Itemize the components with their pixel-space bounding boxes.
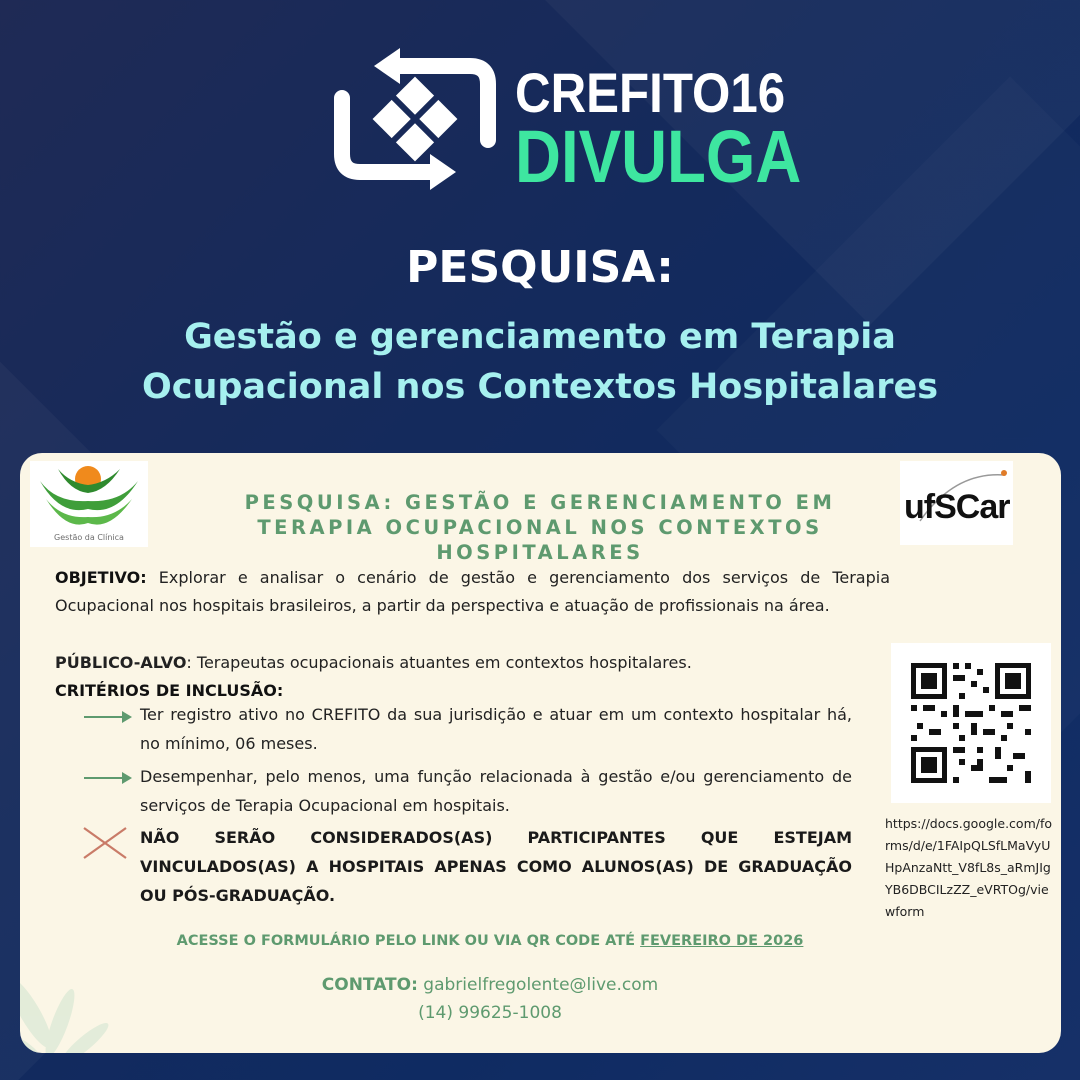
card-title	[220, 490, 860, 565]
objective-label: OBJETIVO:	[55, 568, 147, 587]
brand-tagline: DIVULGA	[515, 115, 802, 198]
research-card	[20, 453, 1061, 1053]
objective-text: Explorar e analisar o cenário de gestão e gerenciamento dos serviços de Terapia Ocupacional nos hospitais brasileiros, a partir da perspectiva e atuação de profissionais na área.	[55, 568, 890, 615]
subtitle-line: Ocupacional nos Contextos Hospitalares	[141, 367, 939, 407]
audience-text: : Terapeutas ocupacionais atuantes em contextos hospitalares.	[186, 653, 692, 672]
brand-name: CREFITO16	[515, 61, 786, 124]
contact-email-line	[20, 971, 960, 999]
x-mark-icon	[82, 826, 128, 860]
criteria-item: Ter registro ativo no CREFITO da sua jurisdição e atuar em um contexto hospitalar há, no mínimo, 06 meses.	[140, 705, 852, 753]
gestao-logo-icon	[30, 461, 148, 533]
audience-label: PÚBLICO-ALVO	[55, 653, 187, 672]
qr-code-icon	[891, 643, 1051, 803]
contact-info	[20, 971, 960, 1027]
criteria-item: Desempenhar, pelo menos, uma função relacionada à gestão e/ou gerenciamento de serviços de Terapia Ocupacional em hospitais.	[140, 767, 852, 815]
card-title-line: PESQUISA: GESTÃO E GERENCIAMENTO EM	[244, 491, 836, 514]
access-instructions	[20, 933, 960, 949]
subtitle-line: Gestão e gerenciamento em Terapia	[184, 317, 896, 357]
contact-email[interactable]: gabrielfregolente@live.com	[417, 975, 659, 995]
arrow-right-icon	[82, 771, 132, 785]
card-title-line: TERAPIA OCUPACIONAL NOS CONTEXTOS	[257, 516, 823, 539]
gestao-logo-caption: Gestão da Clínica	[54, 533, 124, 542]
crefito-logo	[330, 44, 802, 198]
card-title-line: HOSPITALARES	[436, 541, 644, 564]
qr-code[interactable]	[891, 643, 1051, 803]
page-subtitle	[60, 312, 1020, 412]
form-url-link[interactable]: https://docs.google.com/forms/d/e/1FAIpQLSfLMaVyUHpAnzaNtt_V8fL8s_aRmJIgYB6DBCILzZZ_eVRTOg/viewform	[885, 816, 1053, 919]
criteria-label: CRITÉRIOS DE INCLUSÃO:	[55, 681, 284, 700]
access-text: ACESSE O FORMULÁRIO PELO LINK OU VIA QR CODE ATÉ	[176, 933, 641, 949]
ufscar-logo	[900, 461, 1013, 545]
arrow-right-icon	[82, 710, 132, 724]
refresh-arrows-icon	[330, 44, 500, 194]
gestao-clinica-logo	[30, 461, 148, 547]
ufscar-logo-text: ufSCar	[904, 488, 1010, 526]
exclusion-note: NÃO SERÃO CONSIDERADOS(AS) PARTICIPANTES QUE ESTEJAM VINCULADOS(AS) A HOSPITAIS APENAS COMO ALUNOS(AS) DE GRADUAÇÃO OU PÓS-GRADUAÇÃO.	[140, 828, 852, 905]
contact-phone[interactable]: (14) 99625-1008	[418, 1003, 562, 1023]
access-deadline: FEVEREIRO DE 2026	[640, 933, 804, 949]
audience-line	[55, 649, 692, 677]
page-title: PESQUISA:	[406, 242, 674, 293]
objective-paragraph	[55, 564, 890, 620]
diamond-grid-icon	[373, 77, 458, 162]
contact-label: CONTATO:	[321, 975, 418, 995]
